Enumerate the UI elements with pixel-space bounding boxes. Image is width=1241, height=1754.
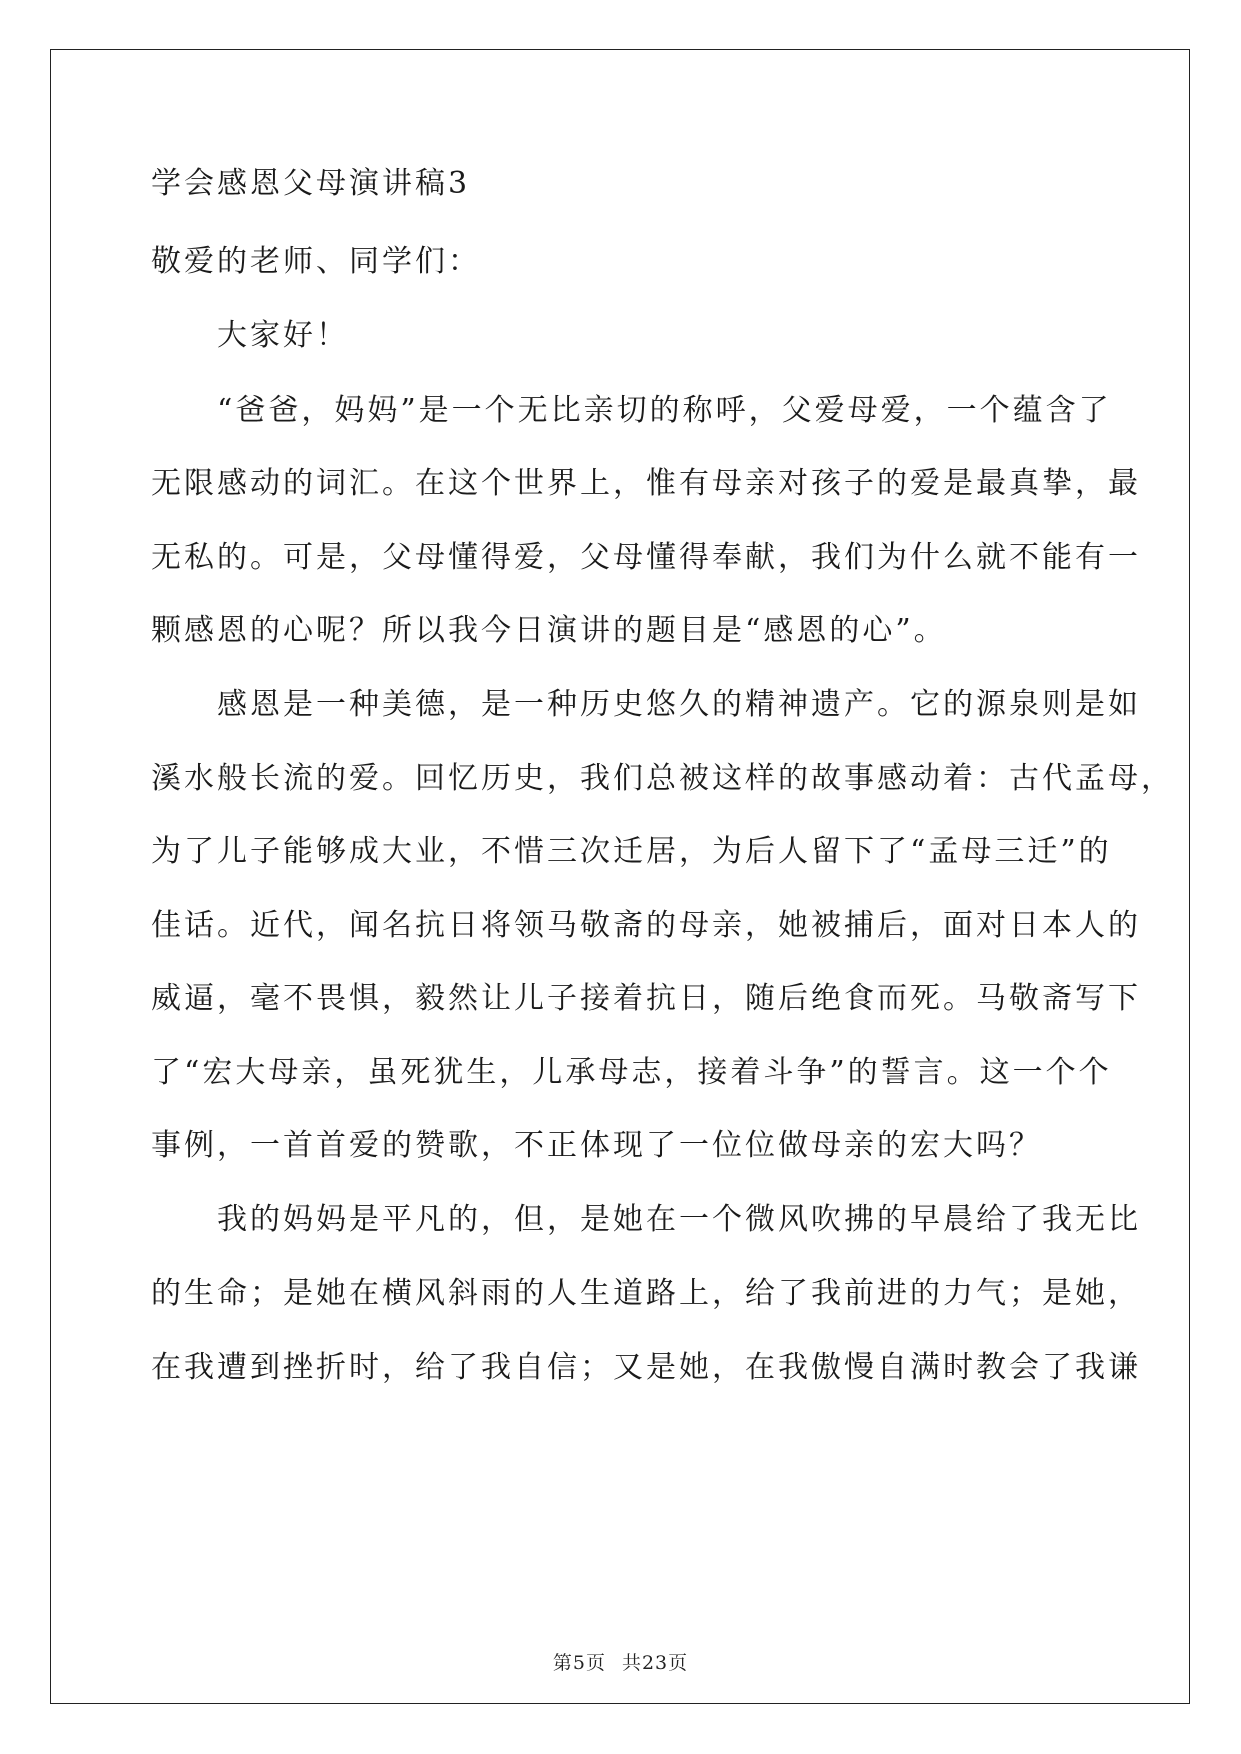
page-number: 第5页 [552, 1652, 606, 1674]
paragraph-line: 无限感动的词汇。在这个世界上，惟有母亲对孩子的爱是最真挚，最 [151, 466, 1141, 501]
page-total: 共23页 [621, 1652, 689, 1674]
document-title: 学会感恩父母演讲稿3 [151, 166, 471, 201]
paragraph-line: 感恩是一种美德，是一种历史悠久的精神遗产。它的源泉则是如 [151, 687, 1141, 722]
paragraph-line: 颗感恩的心呢？所以我今日演讲的题目是“感恩的心”。 [151, 613, 947, 648]
paragraph-line: 佳话。近代，闻名抗日将领马敬斋的母亲，她被捕后，面对日本人的 [151, 908, 1141, 943]
paragraph-line: 的生命；是她在横风斜雨的人生道路上，给了我前进的力气；是她， [151, 1276, 1141, 1311]
salutation: 敬爱的老师、同学们： [151, 244, 481, 279]
paragraph-line: 事例，一首首爱的赞歌，不正体现了一位位做母亲的宏大吗？ [151, 1128, 1042, 1163]
paragraph-line: 威逼，毫不畏惧，毅然让儿子接着抗日，随后绝食而死。马敬斋写下 [151, 981, 1141, 1016]
greeting: 大家好！ [151, 318, 349, 353]
paragraph-line: 我的妈妈是平凡的，但，是她在一个微风吹拂的早晨给了我无比 [151, 1202, 1141, 1237]
page-border [50, 49, 1190, 1704]
paragraph-line: 了“宏大母亲，虽死犹生，儿承母志，接着斗争”的誓言。这一个个 [151, 1055, 1112, 1090]
paragraph-line: 溪水般长流的爱。回忆历史，我们总被这样的故事感动着：古代孟母， [151, 761, 1174, 796]
page-footer [0, 1648, 1241, 1675]
paragraph-line: 在我遭到挫折时，给了我自信；又是她，在我傲慢自满时教会了我谦 [151, 1350, 1141, 1385]
paragraph-line: 无私的。可是，父母懂得爱，父母懂得奉献，我们为什么就不能有一 [151, 540, 1141, 575]
paragraph-line: 为了儿子能够成大业，不惜三次迁居，为后人留下了“孟母三迁”的 [151, 834, 1112, 869]
paragraph-line: “爸爸，妈妈”是一个无比亲切的称呼，父爱母爱，一个蕴含了 [151, 393, 1112, 428]
